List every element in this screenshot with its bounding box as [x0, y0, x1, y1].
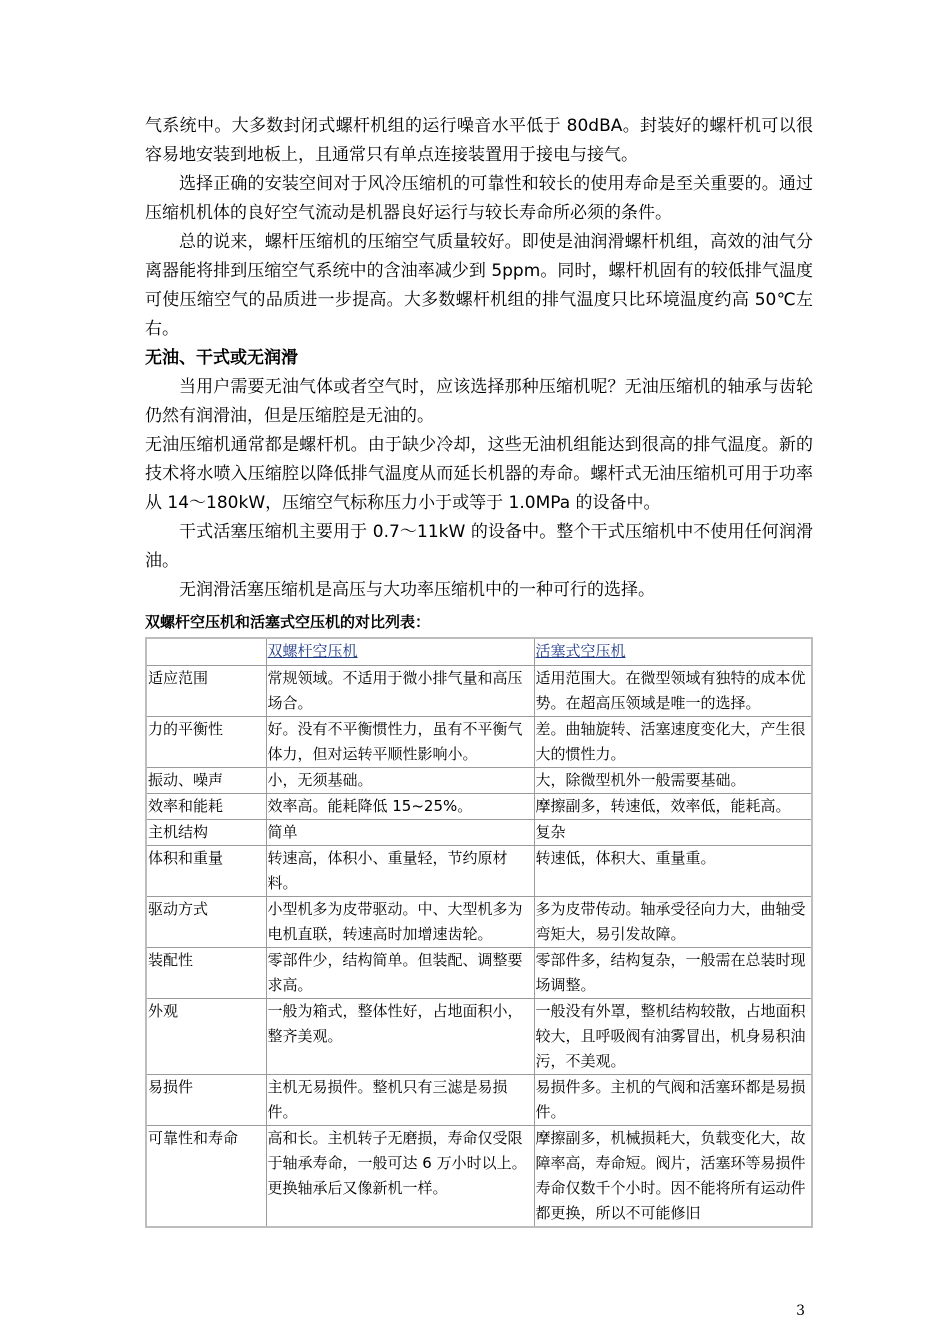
screw-compressor-cell: 效率高。能耗降低 15~25%。	[266, 794, 534, 820]
table-row	[146, 948, 812, 999]
screw-compressor-cell: 一般为箱式，整体性好，占地面积小，整齐美观。	[266, 999, 534, 1075]
screw-compressor-cell: 简单	[266, 820, 534, 846]
row-label-cell: 可靠性和寿命	[146, 1126, 266, 1228]
paragraph-dry-piston: 干式活塞压缩机主要用于 0.7～11kW 的设备中。整个干式压缩机中不使用任何润滑油。	[145, 522, 813, 571]
paragraph-installation-space: 选择正确的安装空间对于风冷压缩机的可靠性和较长的使用寿命是至关重要的。通过压缩机机体的良好空气流动是机器良好运行与较长寿命所必须的条件。	[145, 174, 813, 223]
piston-compressor-cell: 差。曲轴旋转、活塞速度变化大，产生很大的惯性力。	[534, 717, 812, 768]
screw-compressor-cell: 高和长。主机转子无磨损，寿命仅受限于轴承寿命，一般可达 6 万小时以上。更换轴承后又像新机一样。	[266, 1126, 534, 1228]
screw-compressor-cell: 常规领域。不适用于微小排气量和高压场合。	[266, 666, 534, 717]
table-row	[146, 794, 812, 820]
piston-compressor-cell: 摩擦副多，转速低，效率低，能耗高。	[534, 794, 812, 820]
piston-compressor-cell: 适用范围大。在微型领域有独特的成本优势。在超高压领域是唯一的选择。	[534, 666, 812, 717]
paragraph-non-lubricated: 无润滑活塞压缩机是高压与大功率压缩机中的一种可行的选择。	[179, 580, 655, 600]
piston-compressor-cell: 多为皮带传动。轴承受径向力大，曲轴受弯矩大，易引发故障。	[534, 897, 812, 948]
table-title: 双螺杆空压机和活塞式空压机的对比列表：	[145, 613, 431, 631]
piston-compressor-cell: 大，除微型机外一般需要基础。	[534, 768, 812, 794]
comparison-table	[145, 637, 813, 1228]
row-label-cell: 主机结构	[146, 820, 266, 846]
row-label-cell: 适应范围	[146, 666, 266, 717]
piston-compressor-cell: 摩擦副多，机械损耗大，负载变化大，故障率高，寿命短。阀片，活塞环等易损件寿命仅数千个小时。因不能将所有运动件都更换，所以不可能修旧	[534, 1126, 812, 1228]
table-row	[146, 717, 812, 768]
row-label-cell: 易损件	[146, 1075, 266, 1126]
paragraph-continuation: 气系统中。大多数封闭式螺杆机组的运行噪音水平低于 80dBA。封装好的螺杆机可以很容易地安装到地板上，且通常只有单点连接装置用于接电与接气。	[145, 116, 813, 165]
piston-compressor-cell: 复杂	[534, 820, 812, 846]
row-label-cell: 外观	[146, 999, 266, 1075]
page-body	[145, 112, 813, 1228]
row-label-cell: 效率和能耗	[146, 794, 266, 820]
page-number: 3	[796, 1303, 805, 1319]
row-label-cell: 体积和重量	[146, 846, 266, 897]
table-row	[146, 999, 812, 1075]
section-heading: 无油、干式或无润滑	[145, 348, 298, 368]
piston-compressor-cell: 零部件多，结构复杂，一般需在总装时现场调整。	[534, 948, 812, 999]
row-label-cell: 力的平衡性	[146, 717, 266, 768]
table-row	[146, 820, 812, 846]
table-row	[146, 897, 812, 948]
row-label-cell: 振动、噪声	[146, 768, 266, 794]
table-header-row	[146, 638, 812, 666]
table-header-piston-link[interactable]: 活塞式空压机	[534, 638, 812, 666]
screw-compressor-cell: 好。没有不平衡惯性力，虽有不平衡气体力，但对运转平顺性影响小。	[266, 717, 534, 768]
piston-compressor-cell: 转速低，体积大、重量重。	[534, 846, 812, 897]
screw-compressor-cell: 主机无易损件。整机只有三滤是易损件。	[266, 1075, 534, 1126]
table-header-cell	[146, 638, 266, 666]
table-row	[146, 1075, 812, 1126]
table-row	[146, 1126, 812, 1228]
table-row	[146, 768, 812, 794]
row-label-cell: 装配性	[146, 948, 266, 999]
piston-compressor-cell: 一般没有外罩，整机结构较散，占地面积较大，且呼吸阀有油雾冒出，机身易积油污，不美观。	[534, 999, 812, 1075]
screw-compressor-cell: 转速高，体积小、重量轻，节约原材料。	[266, 846, 534, 897]
piston-compressor-cell: 易损件多。主机的气阀和活塞环都是易损件。	[534, 1075, 812, 1126]
paragraph-oil-free-choice: 当用户需要无油气体或者空气时，应该选择那种压缩机呢？无油压缩机的轴承与齿轮仍然有润滑油，但是压缩腔是无油的。	[145, 377, 813, 426]
row-label-cell: 驱动方式	[146, 897, 266, 948]
screw-compressor-cell: 小型机多为皮带驱动。中、大型机多为电机直联，转速高时加增速齿轮。	[266, 897, 534, 948]
screw-compressor-cell: 小，无须基础。	[266, 768, 534, 794]
table-header-screw-link[interactable]: 双螺杆空压机	[266, 638, 534, 666]
table-row	[146, 846, 812, 897]
screw-compressor-cell: 零部件少，结构简单。但装配、调整要求高。	[266, 948, 534, 999]
paragraph-oil-free-screw: 无油压缩机通常都是螺杆机。由于缺少冷却，这些无油机组能达到很高的排气温度。新的技术将水喷入压缩腔以降低排气温度从而延长机器的寿命。螺杆式无油压缩机可用于功率从 14～180kW，压缩空气标称压力小于或等于 1.0MPa 的设备中。	[145, 435, 813, 513]
table-row	[146, 666, 812, 717]
paragraph-air-quality: 总的说来，螺杆压缩机的压缩空气质量较好。即使是油润滑螺杆机组，高效的油气分离器能将排到压缩空气系统中的含油率减少到 5ppm。同时，螺杆机固有的较低排气温度可使压缩空气的品质进一步提高。大多数螺杆机组的排气温度只比环境温度约高 50℃左右。	[145, 232, 813, 339]
